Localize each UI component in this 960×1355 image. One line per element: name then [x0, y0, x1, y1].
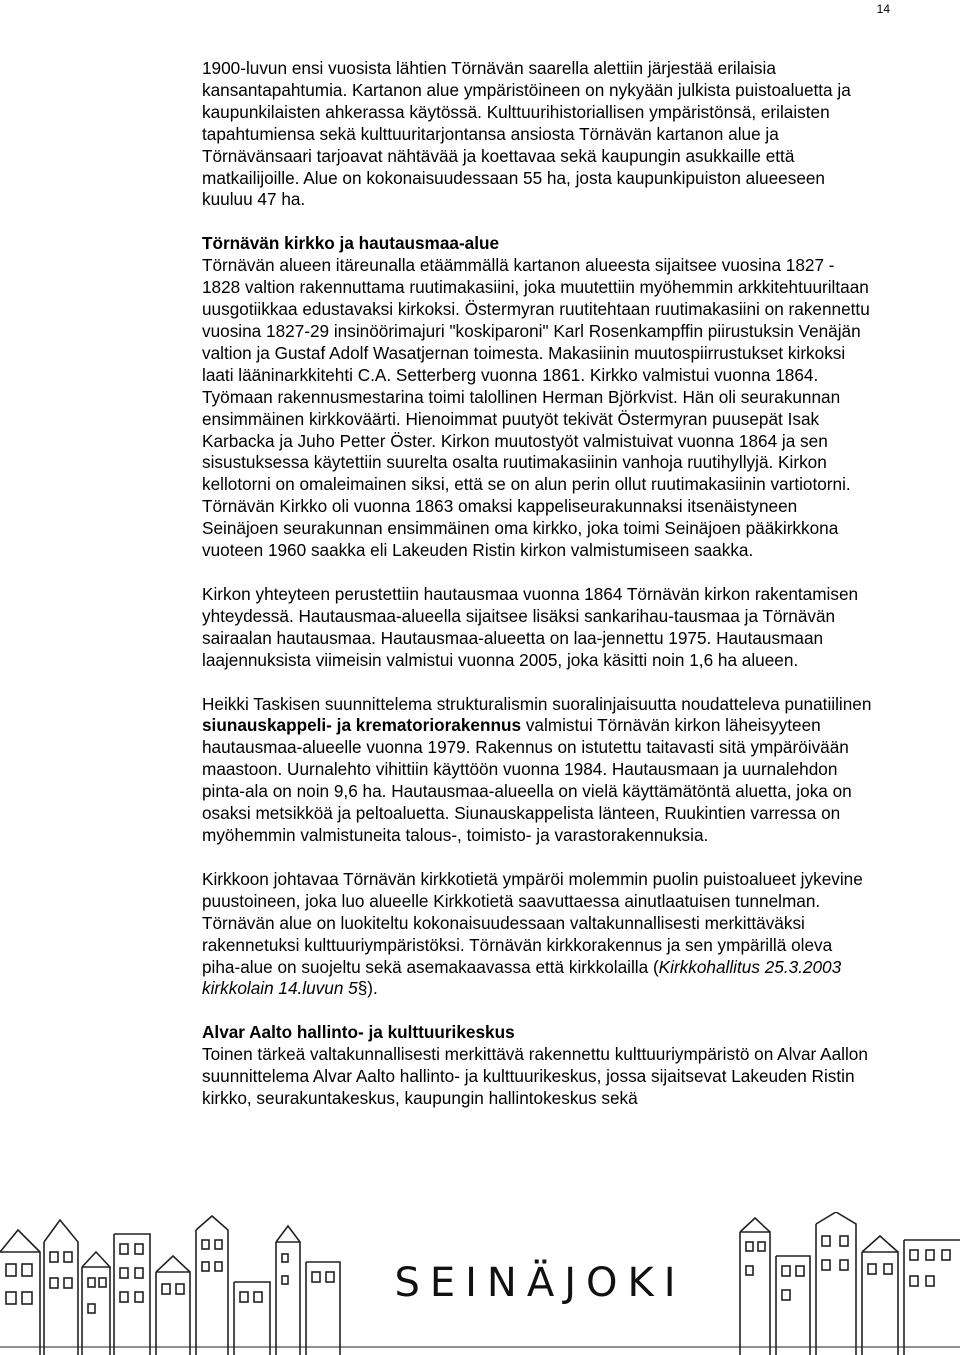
seinajoki-logo: SEINÄJOKI	[394, 1260, 686, 1306]
section-sign: §	[357, 978, 368, 999]
section-heading-alvar-aalto: Alvar Aalto hallinto- ja kulttuurikeskus	[202, 1022, 515, 1043]
alvar-aalto-paragraph: Toinen tärkeä valtakunnallisesti merkittävä rakennettu kulttuuriympäristö on Alvar Aallon suunnittelema Alvar Aalto hallinto- ja kulttuurikeskus, jossa sijaitsevat Lakeuden Ristin kirkko, seurakuntakeskus, kaupungin hallintokeskus sekä	[202, 1044, 868, 1109]
section-heading-tornava-church: Törnävän kirkko ja hautausmaa-alue	[202, 233, 500, 254]
church-road-text-end: ).	[367, 978, 378, 999]
cemetery-paragraph: Kirkon yhteyteen perustettiin hautausmaa vuonna 1864 Törnävän kirkon rakentamisen yhteydessä. Hautausmaa-alueella sijaitsee lisäksi sankarihau-tausmaa ja Törnävän sairaalan hautausmaa. Hautausmaa-alueetta on laa-jennettu 1975. Hautausmaan laajennuksista viimeisin valmistui vuonna 2005, joka käsitti noin 1,6 ha alueen.	[202, 583, 859, 670]
chapel-building-name: siunauskappeli- ja krematoriorakennus	[202, 715, 522, 736]
page-number: 14	[876, 2, 890, 16]
chapel-text-end: valmistui Törnävän kirkon läheisyyteen hautausmaa-alueelle vuonna 1979. Rakennus on istutettu taitavasti sitä ympäröivään maastoon. Uurnalehto vihittiin käyttöön vuonna 1984. Hautausmaan ja uurnalehdon pinta-ala on noin 9,6 ha. Hautausmaa-alueella on vielä käyttämätöntä aluetta, joka on osaksi metsikköä ja peltoaluetta. Siunauskappelista länteen, Ruukintien varressa on myöhemmin valmistuneita talous-, toimisto- ja varastorakennuksia.	[202, 715, 852, 845]
chapel-text-start: Heikki Taskisen suunnittelema strukturalismin suoralinjaisuutta noudatteleva punatiilinen	[202, 693, 872, 714]
church-road-paragraph	[202, 869, 872, 1000]
chapel-paragraph	[202, 694, 872, 847]
intro-paragraph: 1900-luvun ensi vuosista lähtien Törnävän saarella alettiin järjestää erilaisia kansantapahtumia. Kartanon alue ympäristöineen on nykyään julkista puistoaluetta ja kaupunkilaisten ahkerassa käytössä. Kulttuurihistoriallisen ympäristönsä, erilaisten tapahtumiensa sekä kulttuuritarjontansa ansiosta Törnävän kartanon alue ja Törnävänsaari tarjoavat nähtävää ja koettavaa sekä kaupungin asukkaille että matkailijoille. Alue on kokonaisuudessaan 55 ha, josta kaupunkipuiston alueeseen kuuluu 47 ha.	[202, 58, 851, 210]
document-body	[202, 58, 872, 1110]
church-history-paragraph: Törnävän alueen itäreunalla etäämmällä kartanon alueesta sijaitsee vuosina 1827 - 1828 valtion rakennuttama ruutimakasiini, joka muutettiin myöhemmin arkkitehtuuriltaan uusgotiikkaa edustavaksi kirkoksi. Östermyran ruutitehtaan ruutimakasiini on rakennettu vuosina 1827-29 insinöörimajuri "koskiparoni" Karl Rosenkampffin piirustuksin Venäjän valtion ja Gustaf Adolf Wasatjernan toimesta. Makasiinin muutospiirrustukset kirkoksi laati lääninarkkitehti C.A. Setterberg vuonna 1861. Kirkko valmistui vuonna 1864. Työmaan rakennusmestarina toimi talollinen Herman Björkvist. Hän oli seurakunnan ensimmäinen kirkkoväärti. Hienoimmat puutyöt tekivät Östermyran puusepät Isak Karbacka ja Juho Petter Öster. Kirkon muutostyöt valmistuivat vuonna 1864 ja sen sisustuksessa käytettiin suurelta osalta ruutimakasiinin vanhoja ruutihyllyjä. Kirkon kellotorni on omaleimainen siksi, että se on alun perin ollut ruutimakasiinin vartiotorni. Törnävän Kirkko oli vuonna 1863 omaksi kappeliseurakunnaksi itsenäistyneen Seinäjoen seurakunnan ensimmäinen oma kirkko, joka toimi Seinäjoen pääkirkkona vuoteen 1960 saakka eli Lakeuden Ristin kirkon valmistumiseen saakka.	[202, 255, 870, 561]
law-reference: Kirkkohallitus 25.3.2003 kirkkolain 14.luvun 5	[202, 956, 842, 999]
church-road-text: Kirkkoon johtavaa Törnävän kirkkotietä ympäröi molemmin puolin puistoalueet jykevine puustoineen, joka luo alueelle Kirkkotietä saavuttaessa ainutlaatuisen tunnelman. Törnävän alue on luokiteltu kokonaisuudessaan valtakunnallisesti merkittäväksi rakennetuksi kulttuuriympäristöksi. Törnävän kirkkorakennus ja sen ympärillä oleva piha-alue on suojeltu sekä asemakaavassa että kirkkolailla (	[202, 868, 863, 977]
